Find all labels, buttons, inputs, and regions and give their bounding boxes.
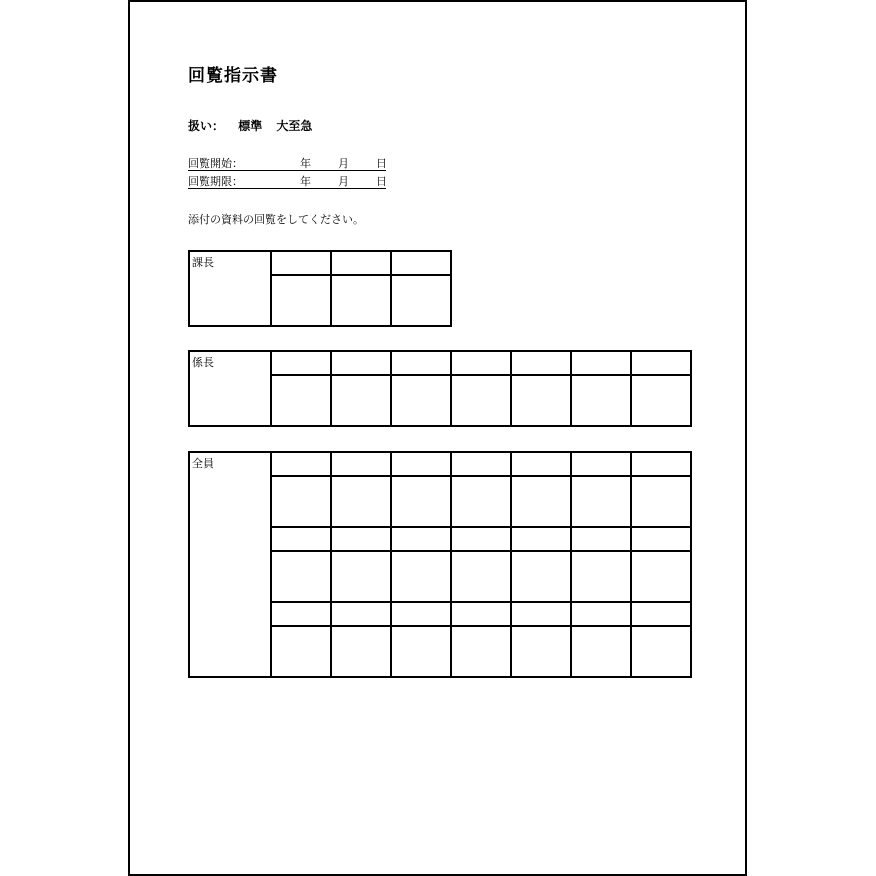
stamp-seal-cell[interactable] [331, 551, 391, 602]
stamp-seal-cell[interactable] [571, 626, 631, 677]
instruction-text: 添付の資料の回覧をしてください。 [188, 213, 364, 226]
stamp-seal-cell[interactable] [331, 626, 391, 677]
stamp-seal-cell[interactable] [631, 551, 691, 602]
stamp-seal-cell[interactable] [631, 626, 691, 677]
stamp-seal-cell[interactable] [631, 476, 691, 527]
stamp-name-cell[interactable] [391, 452, 451, 476]
stamp-seal-cell[interactable] [511, 551, 571, 602]
stamp-name-cell[interactable] [331, 602, 391, 626]
deadline-month-label: 月 [338, 175, 349, 188]
subsection-chief-table [188, 350, 692, 427]
stamp-name-cell[interactable] [451, 452, 511, 476]
stamp-seal-cell[interactable] [631, 375, 691, 426]
subsection-chief-label: 係長 [189, 351, 271, 426]
stamp-seal-cell[interactable] [391, 476, 451, 527]
all-staff-label: 全員 [189, 452, 271, 677]
circulation-start-line [188, 155, 386, 171]
circulation-start-label: 回覧開始： [188, 157, 243, 170]
stamp-seal-cell[interactable] [271, 476, 331, 527]
stamp-seal-cell[interactable] [331, 375, 391, 426]
stamp-name-cell[interactable] [571, 527, 631, 551]
stamp-seal-cell[interactable] [391, 626, 451, 677]
stamp-name-cell[interactable] [631, 452, 691, 476]
stamp-seal-cell[interactable] [511, 476, 571, 527]
deadline-year-label: 年 [300, 175, 311, 188]
stamp-seal-cell[interactable] [271, 275, 331, 326]
handling-row [188, 117, 322, 134]
stamp-name-cell[interactable] [271, 602, 331, 626]
stamp-seal-cell[interactable] [451, 626, 511, 677]
document-title: 回覧指示書 [188, 66, 278, 86]
stamp-name-cell[interactable] [511, 351, 571, 375]
stamp-name-cell[interactable] [331, 251, 391, 275]
stamp-seal-cell[interactable] [571, 476, 631, 527]
all-staff-table [188, 451, 692, 678]
stamp-seal-cell[interactable] [271, 551, 331, 602]
handling-label: 扱い： [188, 119, 225, 133]
stamp-name-cell[interactable] [571, 351, 631, 375]
stamp-name-cell[interactable] [631, 351, 691, 375]
start-year-label: 年 [300, 157, 311, 170]
start-day-label: 日 [376, 157, 387, 170]
stamp-seal-cell[interactable] [331, 476, 391, 527]
stamp-name-cell[interactable] [331, 351, 391, 375]
stamp-name-cell[interactable] [571, 602, 631, 626]
stamp-name-cell[interactable] [331, 452, 391, 476]
deadline-day-label: 日 [376, 175, 387, 188]
stamp-name-cell[interactable] [331, 527, 391, 551]
stamp-seal-cell[interactable] [391, 375, 451, 426]
stamp-seal-cell[interactable] [451, 551, 511, 602]
stamp-name-cell[interactable] [571, 452, 631, 476]
stamp-name-cell[interactable] [271, 351, 331, 375]
stamp-name-cell[interactable] [451, 351, 511, 375]
stamp-seal-cell[interactable] [271, 626, 331, 677]
start-month-label: 月 [338, 157, 349, 170]
stamp-seal-cell[interactable] [391, 551, 451, 602]
stamp-name-cell[interactable] [391, 602, 451, 626]
stamp-seal-cell[interactable] [511, 626, 571, 677]
stamp-name-cell[interactable] [451, 527, 511, 551]
handling-option-standard: 標準 [238, 119, 263, 133]
stamp-name-cell[interactable] [271, 251, 331, 275]
stamp-name-cell[interactable] [511, 602, 571, 626]
stamp-name-cell[interactable] [511, 452, 571, 476]
circulation-deadline-label: 回覧期限： [188, 175, 243, 188]
stamp-seal-cell[interactable] [271, 375, 331, 426]
stamp-seal-cell[interactable] [451, 375, 511, 426]
stamp-name-cell[interactable] [631, 527, 691, 551]
stamp-name-cell[interactable] [391, 251, 451, 275]
stamp-name-cell[interactable] [391, 351, 451, 375]
stamp-name-cell[interactable] [391, 527, 451, 551]
stamp-seal-cell[interactable] [451, 476, 511, 527]
section-chief-label: 課長 [189, 251, 271, 326]
circulation-deadline-line [188, 173, 386, 189]
stamp-seal-cell[interactable] [511, 375, 571, 426]
stamp-seal-cell[interactable] [571, 551, 631, 602]
stamp-seal-cell[interactable] [391, 275, 451, 326]
section-chief-table [188, 250, 452, 327]
stamp-name-cell[interactable] [271, 452, 331, 476]
stamp-name-cell[interactable] [451, 602, 511, 626]
handling-option-urgent: 大至急 [276, 119, 313, 133]
stamp-seal-cell[interactable] [331, 275, 391, 326]
stamp-name-cell[interactable] [631, 602, 691, 626]
stamp-seal-cell[interactable] [571, 375, 631, 426]
stamp-name-cell[interactable] [511, 527, 571, 551]
stamp-name-cell[interactable] [271, 527, 331, 551]
